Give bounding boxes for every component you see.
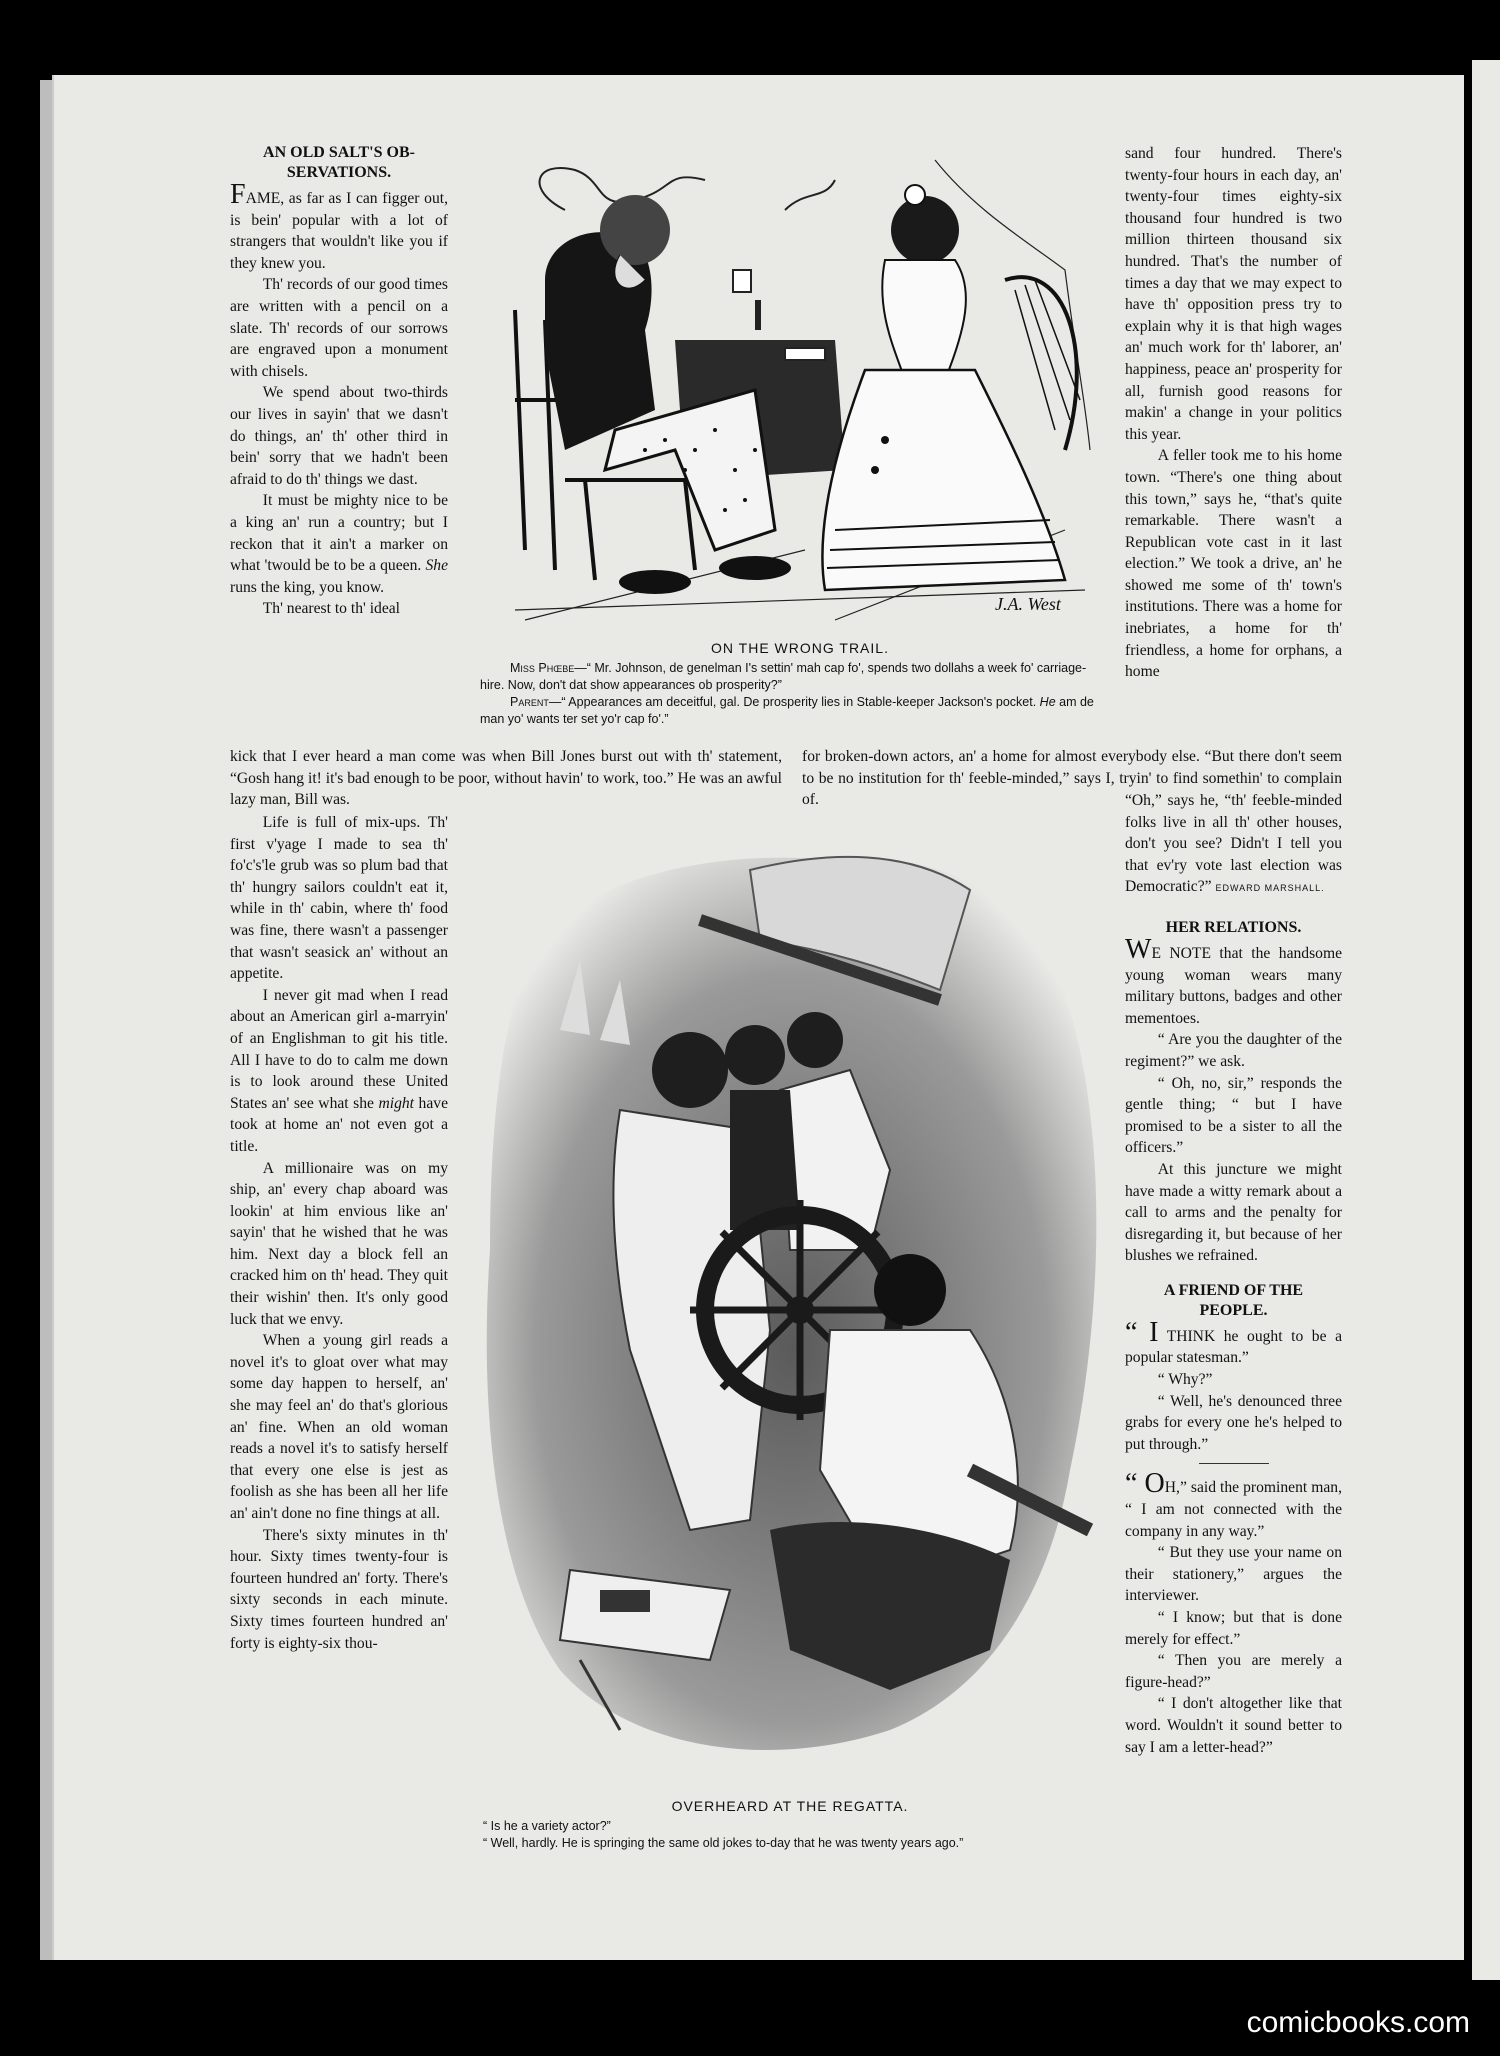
paragraph: “ Are you the daughter of the regiment?” we ask. [1125, 1031, 1342, 1070]
wide-text-right: for broken-down actors, an' a home for almost everybody else. “But there don't seem to be no institution for th' feeble-minded,” says I, tryin' to find somethin' to complain of. [802, 748, 1342, 809]
paragraph: At this juncture we might have made a witty remark about a call to arms and the penalty for disregarding it, but because of her blushes we refrained. [1125, 1160, 1342, 1265]
wide-text-left: kick that I ever heard a man come was when Bill Jones burst out with th' statement, “Gosh hang it! it's bad enough to be poor, without havin' to work, too.” He was an awful lazy man, Bill was. [230, 748, 782, 809]
paragraph: “ Well, he's denounced three grabs for every one he's helped to put through.” [1125, 1392, 1342, 1453]
paragraph: “ OH,” said the prominent man, “ I am not connected with the company in any way.” [1125, 1468, 1342, 1540]
paragraph: WE NOTE that the handsome young woman wears many military buttons, badges and other mementoes. [1125, 933, 1342, 1027]
paragraph: “ Why?” [1157, 1371, 1213, 1389]
drop-cap: F [230, 179, 246, 210]
article-heading: HER RELATIONS. [1165, 918, 1302, 936]
illustration-title: OVERHEARD AT THE REGATTA. [671, 1798, 909, 1814]
right-column [1125, 143, 1342, 683]
cartoon-caption [480, 660, 1100, 728]
watermark: comicbooks.com [1246, 2006, 1470, 2039]
caption-line: Parent—“ Appearances am deceitful, gal. De prosperity lies in Stable-keeper Jackson's pocket. He am de man yo' wants ter set yo'r cap fo'.” [480, 695, 1094, 726]
cartoon-title: ON THE WRONG TRAIL. [711, 640, 889, 656]
next-page-edge [1472, 60, 1500, 1980]
cartoon-on-the-wrong-trail [505, 150, 1095, 628]
paragraph: Th' records of our good times are written with a pencil on a slate. Th' records of our sorrows are engraved upon a monument with chisels. [230, 276, 448, 380]
paragraph: “ I know; but that is done merely for effect.” [1125, 1609, 1342, 1648]
paragraph: There's sixty minutes in th' hour. Sixty times twenty-four is fourteen hundred an' forty. There's sixty seconds in each minute. Sixty times fourteen hundred an' forty is eighty-six thou- [230, 1526, 448, 1652]
drop-cap: “ I [1125, 1316, 1159, 1348]
paragraph: A feller took me to his home town. “There's one thing about this town,” says he, “that's quite remarkable. There wasn't a Republican vote cast in it last election.” We took a drive, an' he showed me some of th' town's institutions. There was a home for inebriates, a home for th' friendless, a home for orphans, a home [1125, 447, 1342, 681]
artist-signature: J.A. West [995, 594, 1061, 614]
divider [1199, 1463, 1269, 1464]
paragraph: FAME, as far as I can figger out, is bein' popular with a lot of strangers that wouldn't like you if they knew you. [230, 179, 448, 272]
paragraph: Life is full of mix-ups. Th' first v'yage I made to sea th' fo'c's'le grub was so plum bad that th' hungry sailors couldn't eat it, while in th' cabin, where th' food was fine, there wasn't a passenger that wasn't seasick an' without an appetite. [230, 814, 448, 983]
article-heading: A FRIEND OF THE PEOPLE. [1163, 1281, 1304, 1319]
paragraph: “ I don't altogether like that word. Wouldn't it sound better to say I am a letter-head?” [1125, 1695, 1342, 1756]
paragraph: I never git mad when I read about an American girl a-marryin' of an Englishman to git his title. All I have to do to calm me down is to look around these United States an' see what she might have took at home an' not even got a title. [230, 986, 448, 1155]
paragraph: “ Oh, no, sir,” responds the gentle thing; “ but I have promised to be a sister to all the officers.” [1125, 1074, 1342, 1157]
paragraph: When a young girl reads a novel it's to gloat over what may some day happen to herself, an' she may feel an' do that's glorious an' fine. When an old woman reads a novel it's to satisfy herself that every one else is jest as foolish as she has been all her life an' ain't done no fine things at all. [230, 1332, 448, 1522]
right-column-continued [1125, 790, 1342, 1758]
caption-line: “ Is he a variety actor?” [483, 1819, 611, 1833]
paragraph: “Oh,” says he, “th' feeble-minded folks live in all th' other houses, don't you see? Didn't I tell you that ev'ry vote last election was Democratic?” EDWARD MARSHALL. [1125, 792, 1342, 896]
old-salt-column [230, 143, 448, 620]
caption-line: Miss Phœbe—“ Mr. Johnson, de genelman I's settin' mah cap fo', spends two dollahs a week fo' carriage-hire. Now, don't dat show appearances ob prosperity?” [480, 661, 1087, 692]
drop-cap: W [1125, 933, 1152, 965]
caption-line: “ Well, hardly. He is springing the same old jokes to-day that he was twenty years ago.” [483, 1836, 964, 1850]
paragraph: “ Then you are merely a figure-head?” [1125, 1652, 1342, 1691]
paragraph: Th' nearest to th' ideal [262, 600, 401, 618]
paragraph: “ I THINK he ought to be a popular statesman.” [1125, 1316, 1342, 1367]
paragraph: “ But they use your name on their stationery,” argues the interviewer. [1125, 1544, 1342, 1605]
drop-cap: “ O [1125, 1468, 1165, 1500]
paragraph: A millionaire was on my ship, an' every chap aboard was lookin' at him envious like an' sayin' that he wished that he was him. Next day a block fell an cracked him on th' head. They quit their wishin' then. It's only good luck that we envy. [230, 1159, 448, 1328]
cartoon-illustration [505, 150, 1095, 628]
illustration-caption [483, 1818, 1123, 1852]
article-heading: AN OLD SALT'S OB-SERVATIONS. [263, 144, 415, 181]
paragraph: It must be mighty nice to be a king an' run a country; but I reckon that it ain't a marker on what 'twould be to be a queen. She runs the king, you know. [230, 492, 448, 596]
paragraph: sand four hundred. There's twenty-four hours in each day, an' twenty-four times eighty-six thousand four hundred is two million thirteen thousand six hundred. That's the number of times a day that we may expect to have th' opposition press try to explain why it is that high wages an' much work for th' laborer, an' happiness, peace an' prosperity for all, furnish good reasons for makin' a change in your politics this year. [1125, 145, 1342, 443]
old-salt-column-continued [230, 812, 448, 1654]
paragraph: We spend about two-thirds our lives in sayin' that we dasn't do things, an' th' other third in bein' sorry that we hadn't been afraid to do th' things we dast. [230, 384, 448, 488]
regatta-illustration [470, 830, 1110, 1790]
author-signature: EDWARD MARSHALL. [1215, 883, 1325, 894]
illustration-regatta [470, 830, 1110, 1790]
